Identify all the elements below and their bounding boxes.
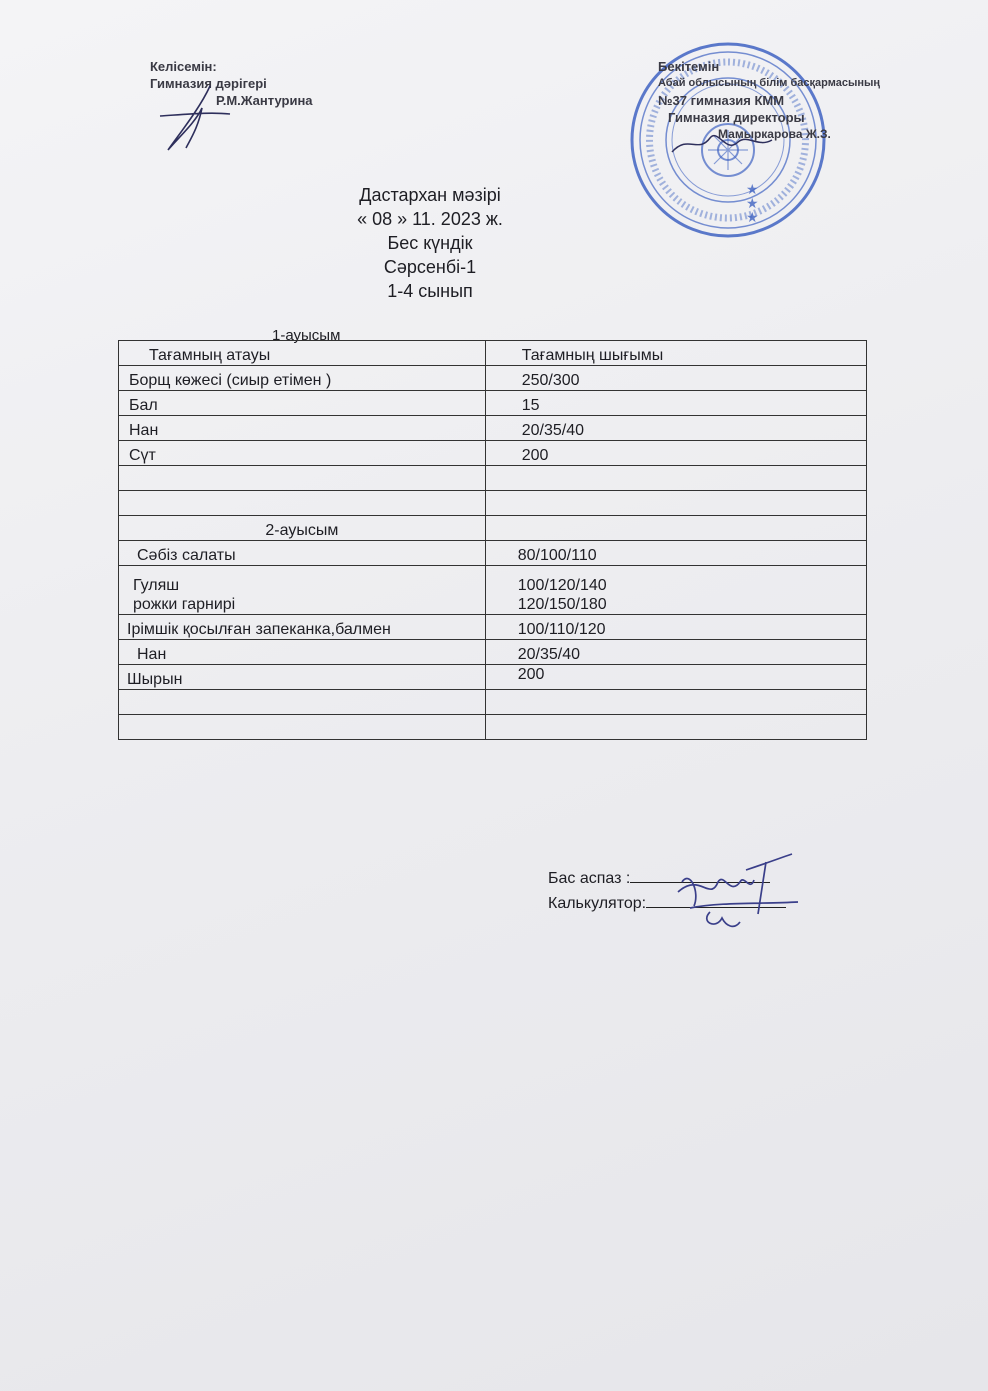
dish-name: Ірімшік қосылған запеканка,балмен [119, 615, 486, 640]
table-row-empty [119, 715, 867, 740]
approval-left-role: Гимназия дәрігері [150, 76, 267, 91]
table-row [119, 416, 867, 441]
menu-grades: 1-4 сынып [387, 281, 473, 301]
table-row [119, 366, 867, 391]
dish-yield: 200 [485, 665, 866, 690]
chef-signature [670, 852, 800, 942]
dish-yield: 20/35/40 [485, 416, 866, 441]
menu-date: « 08 » 11. 2023 ж. [357, 209, 503, 229]
table-row [119, 391, 867, 416]
doctor-signature [150, 78, 270, 158]
director-signature [668, 124, 778, 164]
shift1-label: 1-ауысым [272, 327, 341, 344]
dish-name: Сүт [119, 441, 486, 466]
menu-title-block [250, 183, 610, 303]
dish-name: рожки гарнирі [133, 596, 236, 613]
dish-name: Шырын [119, 665, 486, 690]
dish-name: Нан [119, 640, 486, 665]
menu-title: Дастархан мәзірі [359, 185, 501, 205]
svg-text:★: ★ [746, 210, 759, 226]
approval-right-line1: Абай облысының білім басқармасының [658, 77, 881, 89]
menu-day: Сәрсенбі-1 [383, 257, 477, 277]
table-header-row [119, 341, 867, 366]
dish-yield: 250/300 [485, 366, 866, 391]
dish-name: Гуляш [133, 577, 180, 594]
table-row [119, 665, 867, 690]
dish-name: Нан [119, 416, 486, 441]
col-header-yield: Тағамның шығымы [485, 341, 866, 366]
svg-text:★: ★ [746, 182, 759, 198]
table-row [119, 640, 867, 665]
calc-label: Калькулятор: [548, 895, 647, 912]
menu-period: Бес күндік [387, 233, 473, 253]
dish-yield: 15 [485, 391, 866, 416]
approval-left-name: Р.М.Жантурина [216, 93, 313, 108]
svg-text:★: ★ [746, 196, 759, 212]
dish-name-multi [119, 566, 486, 615]
table-row-empty [119, 466, 867, 491]
table-row [119, 541, 867, 566]
approval-left-heading: Келісемін: [150, 59, 217, 74]
dish-name: Сәбіз салаты [119, 541, 486, 566]
dish-yield: 200 [485, 441, 866, 466]
approval-right-role: Гимназия директоры [668, 110, 805, 125]
dish-name: Бал [119, 391, 486, 416]
approval-right-name: Мамыркарова Ж.З. [718, 127, 831, 141]
table-row [119, 441, 867, 466]
dish-yield: 100/110/120 [485, 615, 866, 640]
table-row [119, 615, 867, 640]
chef-label: Бас аспаз : [548, 870, 631, 887]
approval-right-line2: №37 гимназия КММ [658, 93, 785, 108]
shift2-label: 2-ауысым [119, 516, 486, 541]
col-header-name: Тағамның атауы [119, 341, 486, 366]
menu-table [118, 340, 867, 740]
dish-yield-multi [485, 566, 866, 615]
approval-right-heading: Бекітемін [658, 59, 720, 74]
shift2-row [119, 516, 867, 541]
dish-yield: 120/150/180 [517, 596, 607, 613]
dish-yield: 100/120/140 [517, 577, 607, 594]
dish-yield: 20/35/40 [485, 640, 866, 665]
table-row-empty [119, 690, 867, 715]
dish-name: Борщ көжесі (сиыр етімен ) [119, 366, 486, 391]
dish-yield: 80/100/110 [485, 541, 866, 566]
table-row [119, 566, 867, 615]
table-row-empty [119, 491, 867, 516]
